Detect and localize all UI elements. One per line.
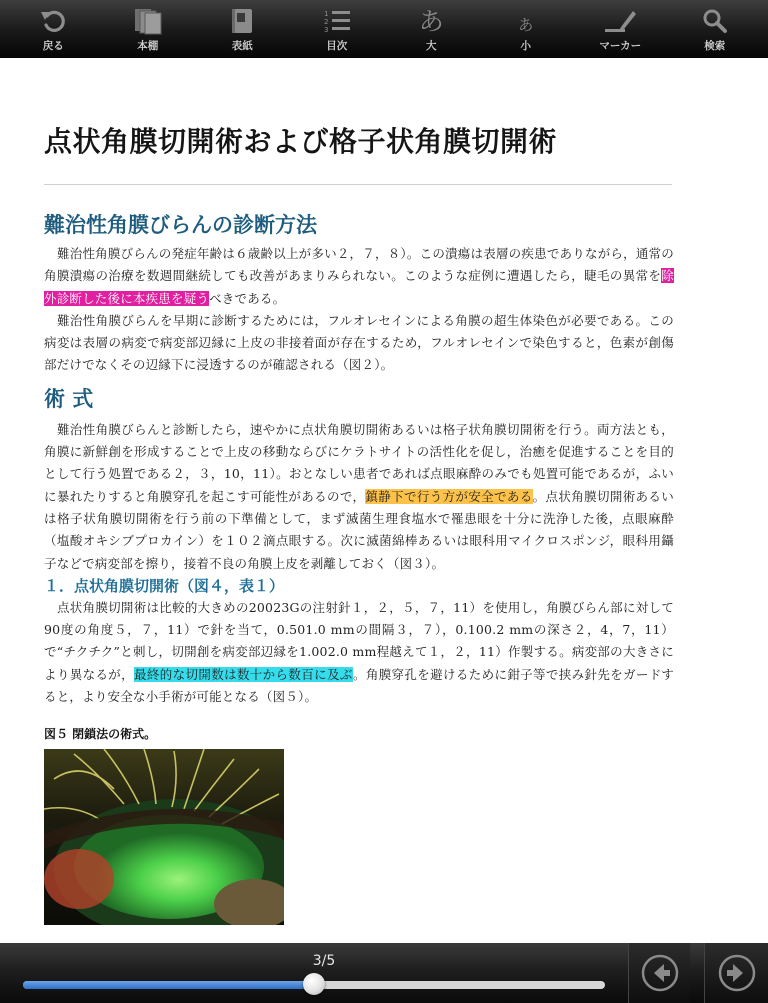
page-slider-fill [23, 981, 314, 989]
paragraph-diagnosis-2: 難治性角膜びらんを早期に診断するためには，フルオレセインによる角膜の超生体染色が必要である。この病変は表層の病変で病変部辺縁に上皮の非接着面が存在するため，フルオレセインで染色すると，色素が創傷部だけでなくその辺縁下に浸透するのが確認される（図２）。 [44, 312, 674, 373]
subsection-heading-punctate: １．点状角膜切開術（図４，表１） [44, 576, 285, 595]
back-button[interactable] [13, 0, 93, 58]
bookshelf-button[interactable] [108, 0, 188, 58]
marker-button[interactable] [580, 0, 660, 58]
top-toolbar [0, 0, 768, 58]
figure-caption: 図５ 閉鎖法の術式。 [44, 727, 157, 742]
text-small-button[interactable] [486, 0, 566, 58]
text-large-label: 大 [426, 40, 437, 52]
next-page-button[interactable] [704, 943, 768, 1003]
svg-text:2: 2 [323, 18, 329, 26]
paragraph-procedure-1: 難治性角膜びらんと診断したら，速やかに点状角膜切開術あるいは格子状角膜切開術を行う。両方法とも，角膜に新鮮創を形成することで上皮の移動ならびにケラトサイトの活性化を促し，治癒を促進することを目的として行う処置である２，３，10，11）。おとなしい患者であれば点眼麻酔のみでも処置可能であるが，ふいに暴れたりすると角膜穿孔を起こす可能性があるので，鎮静下で行う方が安全である。点状角膜切開術あるいは格子状角膜切開術を行う前の下準備として，まず滅菌生理食塩水で罹患眼を十分に洗浄した後，点眼麻酔（塩酸オキシブプロカイン）を１０２滴点眼する。次に滅菌綿棒あるいは眼科用マイクロスポンジ，眼科用鑷子などで病変部を擦り，接着不良の角膜上皮を剥離しておく（図３）。 [44, 421, 674, 571]
svg-text:3: 3 [323, 26, 329, 34]
search-icon [702, 6, 728, 36]
small-text-icon: あ [518, 15, 534, 34]
cover-button[interactable] [202, 0, 282, 58]
arrow-left-icon [640, 953, 680, 993]
highlight-yellow[interactable]: 鎮静下で行う方が安全である [365, 488, 533, 504]
large-text-icon: あ [418, 6, 444, 36]
highlight-magenta[interactable]: 除外診断した後に本疾患を疑う [44, 268, 674, 306]
text-large-button[interactable] [391, 0, 471, 58]
back-arrow-icon [39, 6, 67, 36]
article-content [44, 58, 674, 925]
previous-page-button[interactable] [628, 943, 690, 1003]
svg-text:1: 1 [323, 10, 329, 18]
numbered-list-icon [322, 6, 352, 36]
bottom-page-bar [0, 943, 768, 1003]
article-title: 点状角膜切開術および格子状角膜切開術 [44, 125, 558, 158]
paragraph-diagnosis-1: 難治性角膜びらんの発症年齢は６歳齢以上が多い２，７，８）。この潰瘍は表層の疾患でありながら，通常の角膜潰瘍の治療を数週間継続しても改善があまりみられない。このような症例に遭遇したら，睫毛の異常を除外診断した後に本疾患を疑うべきである。 [44, 246, 674, 306]
page-indicator: 3/5 [312, 953, 336, 969]
section-heading-procedure: 術 式 [44, 386, 94, 411]
arrow-right-icon [717, 953, 757, 993]
search-label: 検索 [704, 40, 726, 52]
page-slider-thumb[interactable] [303, 973, 325, 995]
highlight-cyan[interactable]: 最終的な切開数は数十から数百に及ぶ [134, 666, 353, 682]
paragraph-punctate-1: 点状角膜切開術は比較的大きめの20023Gの注射針１，２，５，７，11）を使用し，角膜びらん部に対して90度の角度５，７，11）で針を当て，0.501.0 mmの間隔３，７），0.100.2 mmの深さ２，4，7，11）で“チクチク”と刺し，切開創を病変部辺縁を1.002.0 mm程越えて１，２，11）作製する。病変部の大きさにより異なるが，最終的な切開数は数十から数百に及ぶ。角膜穿孔を避けるために鉗子等で挟み針先をガードすると，より安全な小手術が可能となる（図５）。 [44, 599, 674, 705]
marker-icon [603, 6, 637, 36]
figure-eye-photo[interactable] [44, 749, 284, 925]
marker-label: マーカー [599, 40, 642, 52]
section-heading-diagnosis: 難治性角膜びらんの診断方法 [44, 213, 317, 237]
search-button[interactable] [675, 0, 755, 58]
back-label: 戻る [42, 40, 64, 52]
cover-label: 表紙 [231, 40, 253, 52]
title-divider [44, 184, 672, 185]
toc-label: 目次 [326, 40, 348, 52]
cover-book-icon [229, 6, 255, 36]
bookshelf-icon [133, 6, 163, 36]
toc-button[interactable] [297, 0, 377, 58]
bookshelf-label: 本棚 [137, 40, 159, 52]
text-small-label: 小 [520, 40, 531, 52]
